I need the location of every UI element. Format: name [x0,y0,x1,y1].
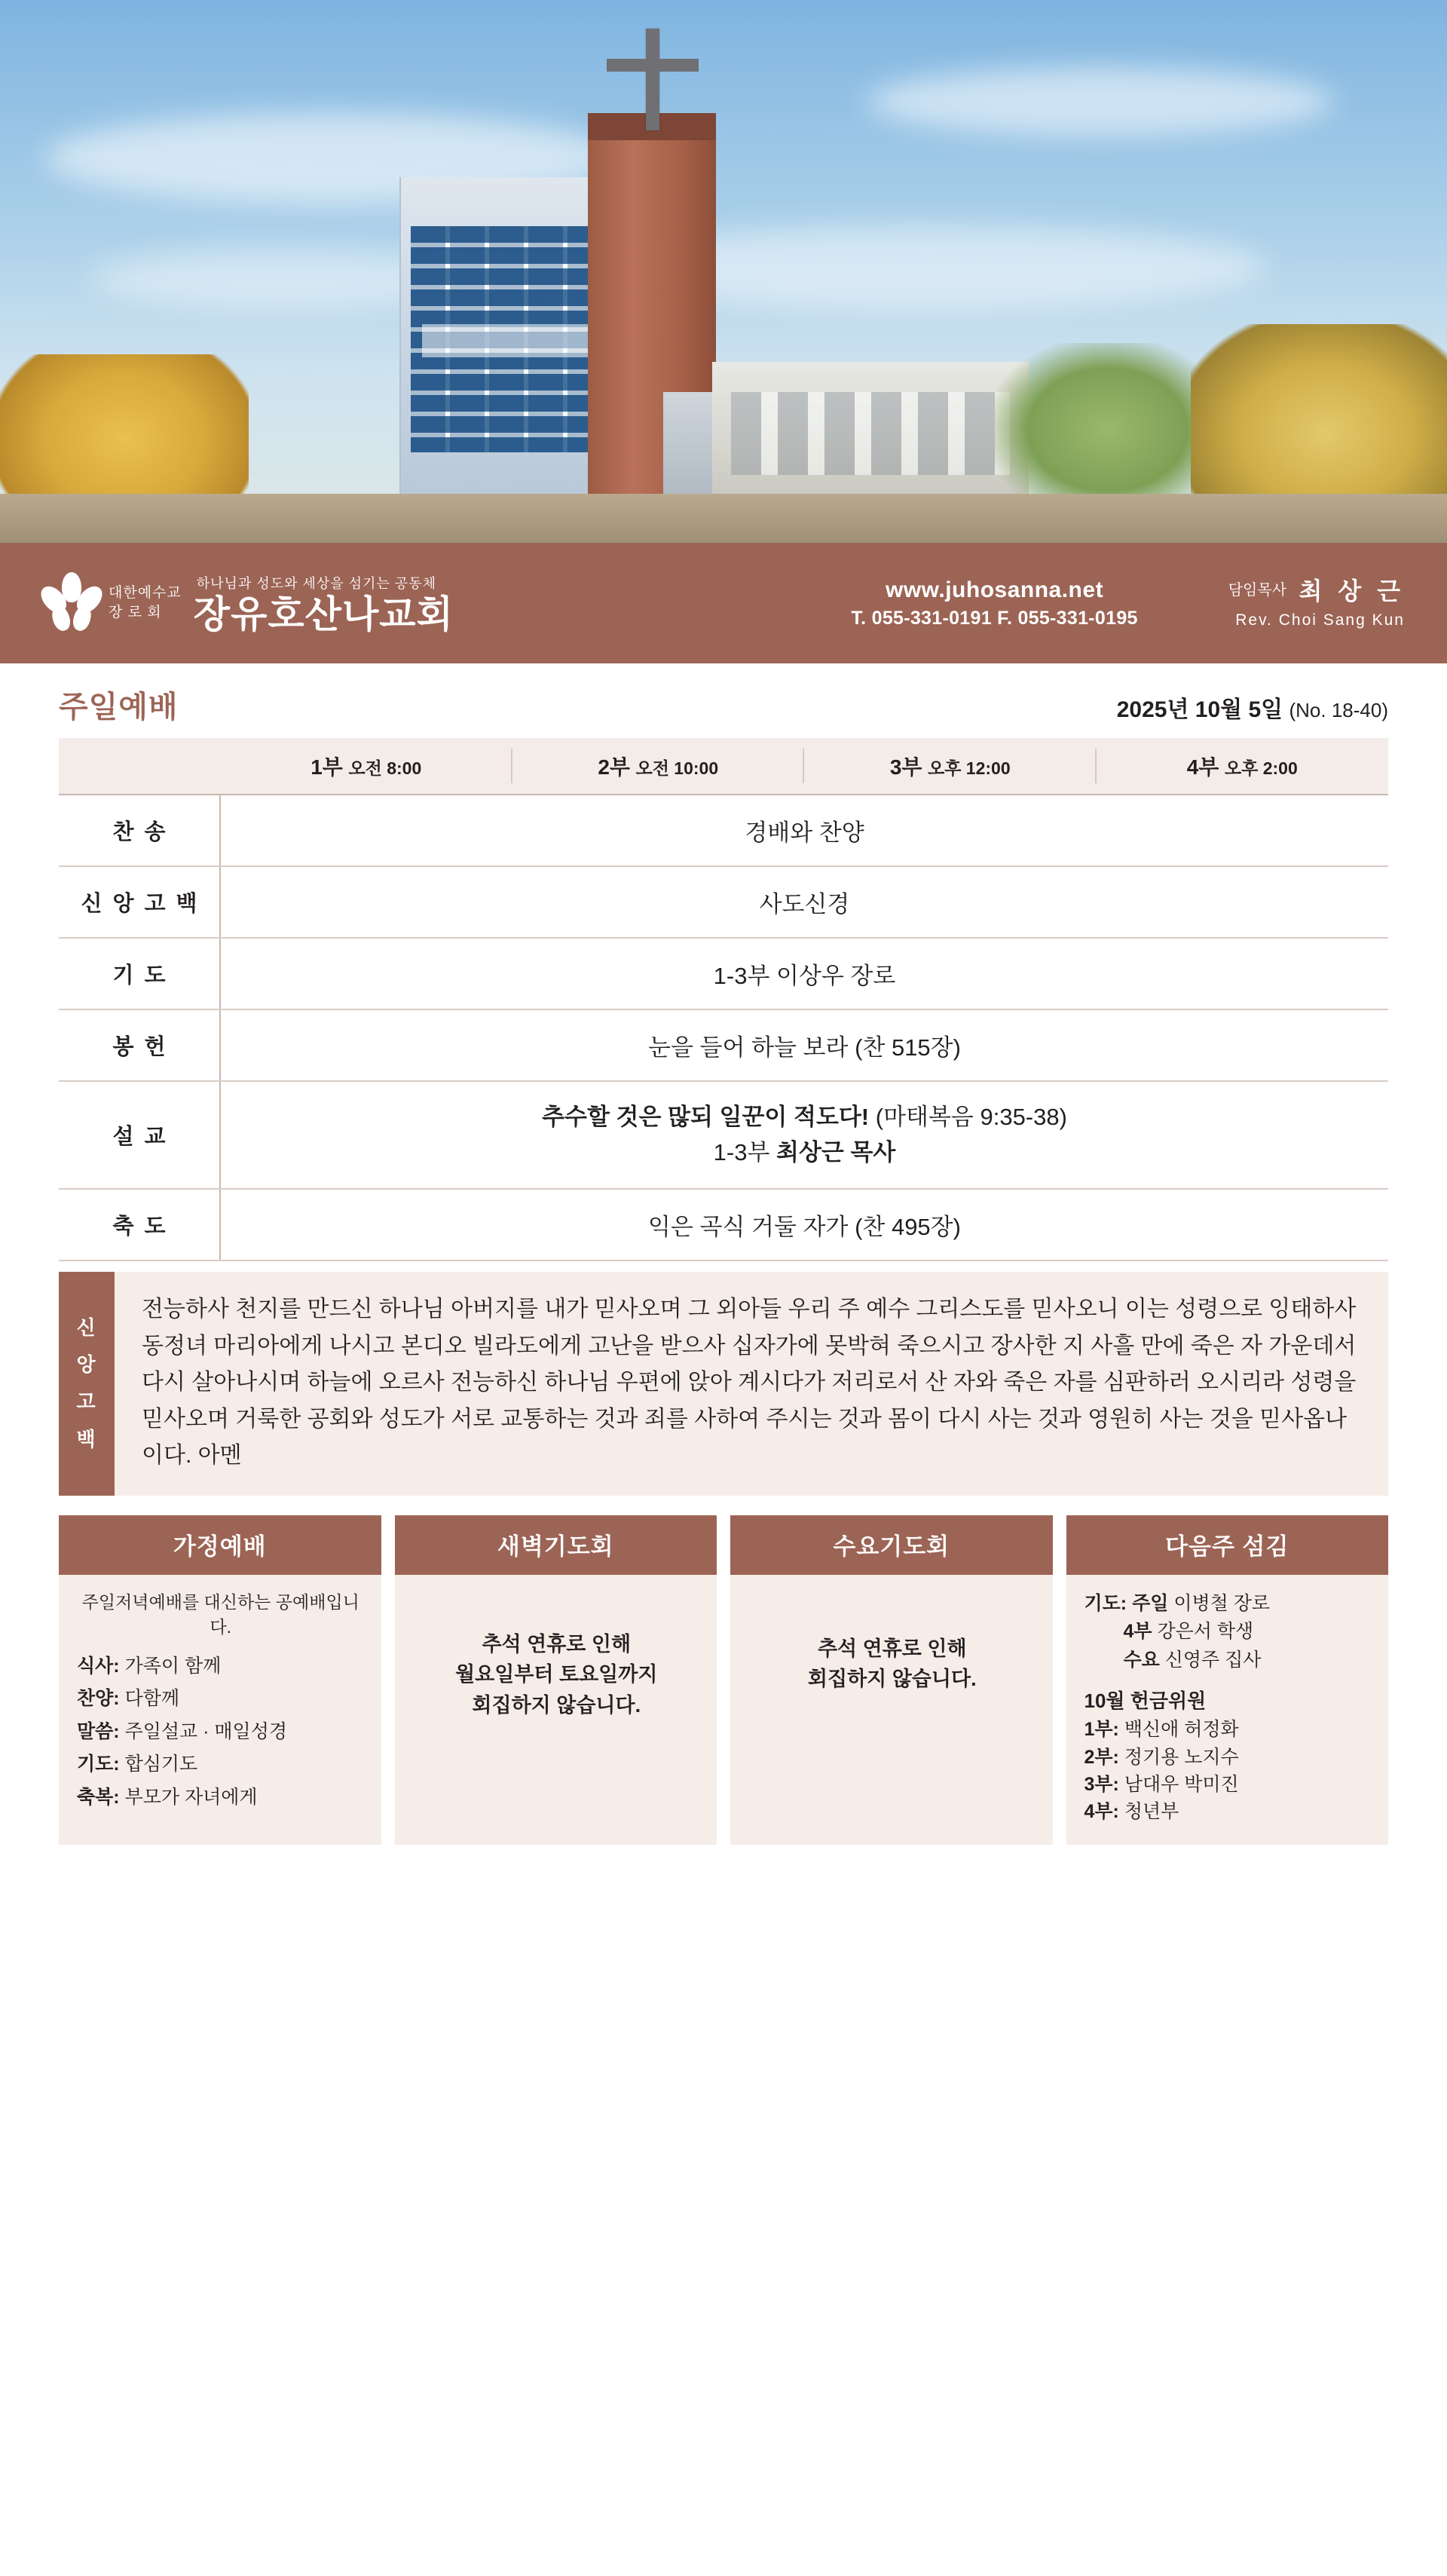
wednesday-prayer-note [748,1634,1036,1695]
service-column-1 [220,738,512,795]
service-row-label: 축도 [59,1189,220,1260]
service-column-4 [1097,738,1389,795]
service-part-number: 1부 [311,755,343,779]
tree-decoration [995,343,1221,516]
offering-part: 2부: [1084,1746,1119,1768]
list-item [1084,1798,1372,1825]
bulletin-cards [59,1515,1388,1845]
card-dawn-prayer [395,1515,717,1845]
wednesday-prayer-note-line1: 추석 연휴로 인해 [817,1637,967,1660]
dawn-prayer-note-line1: 추석 연휴로 인해 [482,1632,632,1656]
home-worship-key: 식사: [77,1655,120,1677]
list-item [1084,1646,1372,1675]
list-item [77,1652,365,1681]
denomination-line1: 대한예수교 [109,585,182,602]
home-worship-key: 축복: [77,1786,120,1808]
denomination-label [109,584,182,622]
ground-decoration [0,494,1447,543]
dawn-prayer-note-line2: 월요일부터 토요일까지 [455,1663,658,1686]
home-worship-value: 가족이 함께 [119,1655,222,1677]
creed-side-label [59,1272,115,1496]
sermon-preacher-line [228,1135,1381,1171]
offering-part: 3부: [1084,1773,1119,1795]
home-worship-key: 기도: [77,1754,120,1775]
card-body-next-week [1066,1575,1389,1845]
service-row-label: 기도 [59,938,220,1009]
service-column-2 [512,738,805,795]
card-title-wednesday-prayer: 수요기도회 [730,1515,1053,1575]
sermon-preacher: 최상근 목사 [776,1138,896,1165]
card-body-dawn-prayer [395,1575,717,1845]
home-worship-value: 부모가 자녀에게 [119,1786,258,1808]
home-worship-value: 주일설교 · 매일성경 [119,1720,288,1742]
service-part-time: 오전 10:00 [635,758,719,778]
next-week-slot: 수요 [1123,1649,1160,1671]
creed-label-char: 고 [76,1390,97,1414]
card-body-wednesday-prayer [730,1575,1053,1845]
list-item [77,1718,365,1747]
pastor-name: 최 상 근 [1299,577,1405,605]
cloud-decoration [867,68,1334,136]
sermon-title-line [228,1100,1381,1135]
wednesday-prayer-note-line2: 회집하지 않습니다. [807,1668,977,1691]
table-row [59,795,1388,866]
list-item [1084,1744,1372,1771]
page-title: 주일예배 [59,691,179,724]
pastor-label: 담임목사 [1228,582,1287,599]
offering-members: 남대우 박미진 [1118,1773,1239,1795]
service-part-number: 4부 [1186,755,1219,779]
offering-part: 4부: [1084,1801,1119,1823]
offering-part: 1부: [1084,1719,1119,1741]
offering-committee-title: 10월 헌금위원 [1084,1689,1207,1713]
card-home-worship [59,1515,381,1845]
service-row-value: 눈을 들어 하늘 보라 (찬 515장) [220,1009,1388,1081]
list-item [77,1784,365,1812]
next-week-person: 강은서 학생 [1152,1621,1254,1643]
church-photo [0,0,1447,543]
next-week-person: 이병철 장로 [1168,1592,1271,1614]
service-column-3 [804,738,1097,795]
church-name: 장유호산나교회 [193,593,454,636]
home-worship-key: 찬양: [77,1688,120,1710]
next-week-prayer-label: 기도: [1084,1592,1127,1614]
table-row [59,938,1388,1009]
church-identity-bar [0,543,1447,663]
denomination-line2: 장 로 회 [109,605,162,620]
card-wednesday-prayer [730,1515,1053,1845]
service-row-value: 익은 곡식 거둘 자가 (찬 495장) [220,1189,1388,1260]
church-logo-icon [42,572,101,634]
service-part-time: 오후 12:00 [927,758,1011,778]
service-part-time: 오전 8:00 [348,758,422,778]
service-part-number: 2부 [598,755,630,779]
offering-members: 백신애 허정화 [1118,1719,1239,1741]
service-order-table [59,738,1388,1261]
card-next-week-service [1066,1515,1389,1845]
service-row-label: 봉헌 [59,1009,220,1081]
next-week-person: 신영주 집사 [1159,1649,1262,1671]
pastor-name-roman: Rev. Choi Sang Kun [1235,611,1405,629]
card-title-home-worship: 가정예배 [59,1515,381,1575]
home-worship-value: 합심기도 [119,1754,198,1775]
church-right-windows [731,392,1010,475]
home-worship-value: 다함께 [119,1688,180,1710]
service-row-value: 경배와 찬양 [220,795,1388,866]
service-row-label: 찬송 [59,795,220,866]
next-week-slot: 4부 [1123,1621,1152,1643]
dawn-prayer-note [413,1629,701,1721]
service-part-number: 3부 [889,755,922,779]
offering-members: 청년부 [1118,1801,1179,1823]
bulletin-title-row [59,683,1388,726]
list-item [1084,1590,1372,1619]
offering-members: 정기용 노지수 [1118,1746,1239,1768]
table-row [59,1081,1388,1189]
bulletin-content [0,663,1447,1885]
home-worship-key: 말씀: [77,1720,120,1742]
table-row [59,1009,1388,1081]
sermon-title: 추수할 것은 많되 일꾼이 적도다! [542,1104,870,1130]
website-link[interactable]: www.juhosanna.net [885,577,1104,602]
service-part-time: 오후 2:00 [1224,758,1298,778]
creed-label-char: 신 [76,1316,97,1339]
phone-numbers: T. 055-331-0191 F. 055-331-0195 [851,607,1138,629]
service-row-value: 1-3부 이상우 장로 [220,938,1388,1009]
list-item [77,1751,365,1779]
cross-icon [607,59,699,72]
apostles-creed-block [59,1272,1388,1496]
bulletin-date [1117,691,1388,724]
creed-label-char: 백 [76,1427,97,1450]
list-item [1084,1716,1372,1743]
church-tagline: 하나님과 성도와 세상을 섬기는 공동체 [196,576,436,591]
card-title-dawn-prayer: 새벽기도회 [395,1515,717,1575]
table-row [59,1189,1388,1260]
bulletin-date-text: 2025년 10월 5일 [1116,697,1283,722]
list-item [77,1685,365,1714]
service-row-label: 신앙고백 [59,866,220,938]
sermon-parts: 1-3부 [713,1138,777,1165]
sermon-scripture: (마태복음 9:35-38) [869,1104,1067,1130]
creed-label-char: 앙 [76,1353,97,1377]
church-contact [851,577,1228,629]
card-title-next-week: 다음주 섬김 [1066,1515,1389,1575]
bulletin-issue-number: (No. 18-40) [1289,699,1388,721]
cross-icon [646,29,659,130]
service-table-header-row [59,738,1388,795]
service-row-value: 사도신경 [220,866,1388,938]
church-sign [422,324,603,357]
service-row-label: 설교 [59,1081,220,1189]
next-week-slot: 주일 [1132,1592,1169,1614]
list-item [1084,1771,1372,1798]
home-worship-intro: 주일저녁예배를 대신하는 공예배입니다. [81,1591,359,1637]
dawn-prayer-note-line3: 회집하지 않습니다. [472,1693,641,1717]
card-body-home-worship [59,1575,381,1845]
service-table-corner [59,738,220,795]
list-item [1084,1618,1372,1646]
pastor-info [1228,576,1405,630]
creed-text: 전능하사 천지를 만드신 하나님 아버지를 내가 믿사오며 그 외아들 우리 주 예수 그리스도를 믿사오니 이는 성령으로 잉태하사 동정녀 마리아에게 나시고 본디오 빌라도에게 고난을 받으사 십자가에 못박혀 죽으시고 장사한 지 사흘 만에 죽은 자 가운데서 다시 살아나시며 하늘에 오르사 전능하신 하나님 우편에 앉아 계시다가 저리로서 산 자와 죽은 자를 심판하러 오시리라 성령을 믿사오며 거룩한 공회와 성도가 서로 교통하는 것과 죄를 사하여 주시는 것과 몸이 다시 사는 것과 영원히 사는 것을 믿사옵나이다. 아멘 [142,1297,1357,1469]
sermon-cell [220,1081,1388,1189]
table-row [59,866,1388,938]
